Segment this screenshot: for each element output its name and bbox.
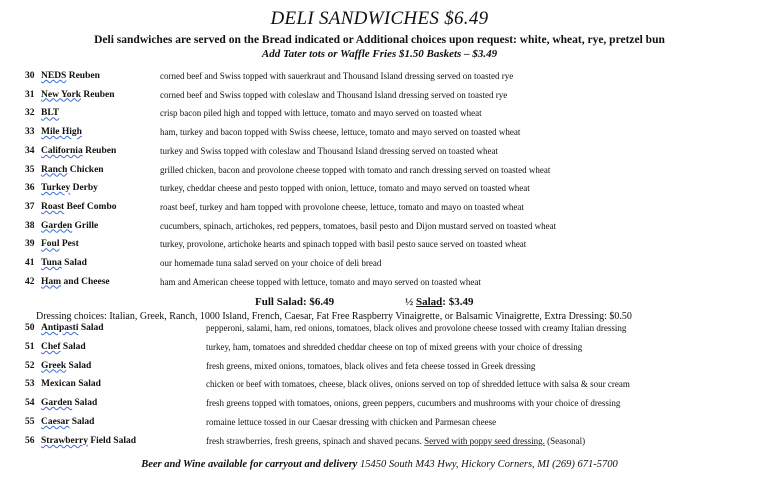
sandwich-number: 35 [25,164,35,175]
sandwich-number: 39 [25,239,35,250]
salad-number: 55 [25,417,35,427]
sandwich-number: 36 [25,183,35,194]
sandwich-description: cucumbers, spinach, artichokes, red peppers, tomatoes, basil pesto and Dijon mustard served on toasted wheat [160,220,557,231]
salad-number: 54 [25,398,35,409]
sandwich-description: roast beef, turkey and ham topped with provolone cheese, lettuce, tomato and mayo on toasted wheat [160,201,524,212]
sandwich-number: 42 [25,276,35,287]
sandwich-number: 32 [25,108,35,119]
sandwich-description: corned beef and Swiss topped with coleslaw and Thousand Island dressing served on toasted rye [160,89,508,100]
sandwich-description: crisp bacon piled high and topped with lettuce, tomato and mayo served on toasted wheat [160,108,482,119]
sandwich-number: 30 [25,71,35,81]
salad-description: fresh strawberries, fresh greens, spinach and shaved pecans. Served with poppy seed dressing. (Seasonal) [206,435,586,446]
sandwich-description: ham, turkey and bacon topped with Swiss cheese, lettuce, tomato and mayo served on toasted wheat [160,127,521,138]
sandwich-number: 31 [25,89,35,100]
salad-number: 56 [25,435,35,446]
addon-note: Add Tater tots or Waffle Fries $1.50 Baskets – $3.49 [261,48,498,60]
sandwich-description: turkey, provolone, artichoke hearts and spinach topped with basil pesto sauce served on toasted wheat [160,239,527,250]
half-salad-price: ½ Salad: $3.49 [405,296,474,308]
footer-note: Beer and Wine available for carryout and delivery [141,459,360,470]
sandwich-description: ham and American cheese topped with lettuce, tomato and mayo served on toasted wheat [160,276,481,287]
sandwich-description: grilled chicken, bacon and provolone cheese topped with tomato and ranch dressing served on toasted wheat [160,164,551,175]
salad-number: 50 [25,323,35,333]
salad-name: 50 Antipasti Salad [25,323,104,333]
sandwich-description: corned beef and Swiss topped with sauerkraut and Thousand Island dressing served on toasted rye [160,71,514,81]
sandwich-name: 31 New York Reuben [25,89,115,100]
salad-description: turkey, ham, tomatoes and shredded cheddar cheese on top of mixed greens with your choice of dressing [206,341,583,352]
sandwich-name: 38 Garden Grille [25,220,99,231]
sandwich-name: 35 Ranch Chicken [25,164,104,175]
sandwich-description: our homemade tuna salad served on your choice of deli bread [160,258,382,268]
salad-number: 52 [25,360,35,371]
sandwich-name: 39 Foul Pest [25,239,79,250]
sandwich-description: turkey and Swiss topped with coleslaw and Thousand Island dressing served on toasted wheat [160,145,499,156]
page-title: DELI SANDWICHES $6.49 [270,8,489,29]
salad-name: 52 Greek Salad [25,360,92,371]
salad-name: 53 Mexican Salad [25,379,101,390]
sandwich-description: turkey, cheddar cheese and pesto topped with onion, lettuce, tomato and mayo served on toasted wheat [160,183,530,194]
salad-description: fresh greens topped with tomatoes, onions, green peppers, cucumbers and mushrooms with your choice of dressing [206,398,621,409]
sandwich-name: 33 Mile High [25,127,82,138]
sandwich-name: 41 Tuna Salad [25,258,87,268]
footer-address: 15450 South M43 Hwy, Hickory Corners, MI (269) 671-5700 [359,459,618,470]
salad-name: 54 Garden Salad [25,398,98,409]
salad-name: 55 Caesar Salad [25,417,95,427]
sandwich-name: 42 Ham and Cheese [25,276,110,287]
sandwich-name: 34 California Reuben [25,145,117,156]
sandwich-number: 34 [25,145,35,156]
full-salad-price: Full Salad: $6.49 [255,296,335,308]
salad-number: 51 [25,341,35,352]
salad-description: fresh greens, mixed onions, tomatoes, black olives and feta cheese tossed in Greek dressing [206,360,536,371]
salad-name: 56 Strawberry Field Salad [25,435,137,446]
sandwich-number: 38 [25,220,35,231]
salad-description: romaine lettuce tossed in our Caesar dressing with chicken and Parmesan cheese [206,417,497,427]
sandwich-name: 30 NEDS Reuben [25,71,100,81]
sandwich-number: 37 [25,201,35,212]
salad-name: 51 Chef Salad [25,341,86,352]
bread-choices-note: Deli sandwiches are served on the Bread indicated or Additional choices upon request: white, wheat, rye, pretzel bun [94,34,665,46]
salad-number: 53 [25,379,35,390]
sandwich-name: 32 BLT [25,108,60,119]
sandwich-number: 41 [25,258,35,268]
salad-description: chicken or beef with tomatoes, cheese, black olives, onions served on top of shredded lettuce with salsa & sour cream [206,379,630,390]
sandwich-number: 33 [25,127,35,138]
sandwich-name: 36 Turkey Derby [25,183,98,194]
dressing-choices: Dressing choices: Italian, Greek, Ranch, 1000 Island, French, Caesar, Fat Free Raspberry Vinaigrette, or Balsamic Vinaigrette, Extra Dressing: $0.50 [36,311,632,322]
salad-description: pepperoni, salami, ham, red onions, tomatoes, black olives and provolone cheese tossed with creamy Italian dressing [206,323,627,333]
sandwich-name: 37 Roast Beef Combo [25,201,117,212]
footer [0,459,759,470]
